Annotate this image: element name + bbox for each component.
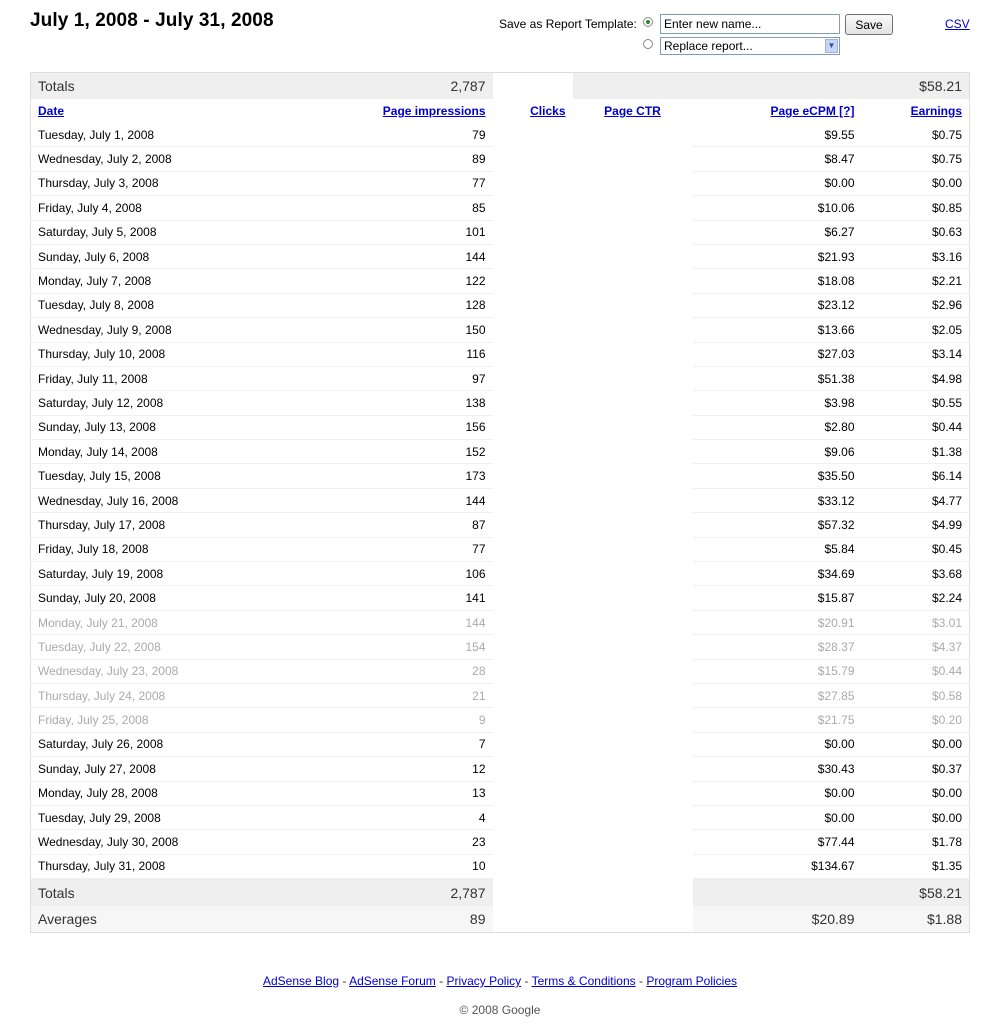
csv-link[interactable]: CSV <box>945 17 970 31</box>
ecpm-cell: $28.37 <box>693 635 862 659</box>
totals-impressions: 2,787 <box>368 73 493 100</box>
ecpm-cell: $0.00 <box>693 805 862 829</box>
footer-links <box>0 974 1000 988</box>
clicks-cell <box>493 659 573 683</box>
ecpm-cell: $77.44 <box>693 830 862 854</box>
clicks-cell <box>493 781 573 805</box>
bottom-totals-clicks-blank <box>493 879 573 907</box>
footer-link-program-policies[interactable]: Program Policies <box>646 974 738 988</box>
ecpm-cell: $3.98 <box>693 391 862 415</box>
ctr-cell <box>573 196 693 220</box>
table-row <box>31 708 970 732</box>
earnings-cell: $0.00 <box>862 732 970 756</box>
clicks-cell <box>493 830 573 854</box>
table-row <box>31 586 970 610</box>
impressions-cell: 87 <box>368 513 493 537</box>
date-cell: Thursday, July 10, 2008 <box>31 342 368 366</box>
table-row <box>31 488 970 512</box>
table-row <box>31 440 970 464</box>
ctr-cell <box>573 269 693 293</box>
clicks-cell <box>493 391 573 415</box>
ctr-cell <box>573 123 693 147</box>
ctr-cell <box>573 244 693 268</box>
date-cell: Sunday, July 13, 2008 <box>31 415 368 439</box>
date-cell: Tuesday, July 1, 2008 <box>31 123 368 147</box>
clicks-cell <box>493 147 573 171</box>
averages-ecpm: $20.89 <box>693 906 862 933</box>
bottom-totals-impressions: 2,787 <box>368 879 493 907</box>
impressions-cell: 116 <box>368 342 493 366</box>
footer-separator: - <box>521 974 532 988</box>
impressions-cell: 138 <box>368 391 493 415</box>
ecpm-cell: $6.27 <box>693 220 862 244</box>
ctr-cell <box>573 464 693 488</box>
averages-clicks-blank <box>493 906 573 933</box>
replace-report-select[interactable] <box>660 37 840 55</box>
date-cell: Wednesday, July 30, 2008 <box>31 830 368 854</box>
footer-link-terms[interactable]: Terms & Conditions <box>531 974 636 988</box>
earnings-cell: $1.38 <box>862 440 970 464</box>
ctr-cell <box>573 757 693 781</box>
date-cell: Tuesday, July 22, 2008 <box>31 635 368 659</box>
earnings-cell: $3.01 <box>862 610 970 634</box>
date-cell: Thursday, July 31, 2008 <box>31 854 368 878</box>
col-date-link[interactable]: Date <box>38 104 65 118</box>
ecpm-cell: $2.80 <box>693 415 862 439</box>
ctr-cell <box>573 635 693 659</box>
table-row <box>31 757 970 781</box>
clicks-cell <box>493 488 573 512</box>
impressions-cell: 144 <box>368 610 493 634</box>
date-cell: Sunday, July 6, 2008 <box>31 244 368 268</box>
clicks-cell <box>493 269 573 293</box>
date-cell: Tuesday, July 8, 2008 <box>31 293 368 317</box>
date-cell: Wednesday, July 9, 2008 <box>31 318 368 342</box>
earnings-cell: $4.77 <box>862 488 970 512</box>
table-row <box>31 513 970 537</box>
ecpm-cell: $10.06 <box>693 196 862 220</box>
ecpm-cell: $0.00 <box>693 732 862 756</box>
impressions-cell: 173 <box>368 464 493 488</box>
data-rows <box>31 123 970 879</box>
header-row <box>31 99 970 123</box>
bottom-totals-earnings: $58.21 <box>862 879 970 907</box>
ctr-cell <box>573 147 693 171</box>
totals-earnings: $58.21 <box>862 73 970 100</box>
totals-ctr-blank <box>573 73 693 100</box>
clicks-cell <box>493 196 573 220</box>
bottom-totals-ctr-blank <box>573 879 693 907</box>
date-cell: Sunday, July 20, 2008 <box>31 586 368 610</box>
date-cell: Sunday, July 27, 2008 <box>31 757 368 781</box>
averages-earnings: $1.88 <box>862 906 970 933</box>
table-row <box>31 635 970 659</box>
clicks-cell <box>493 366 573 390</box>
table-row <box>31 123 970 147</box>
date-cell: Saturday, July 26, 2008 <box>31 732 368 756</box>
impressions-cell: 13 <box>368 781 493 805</box>
earnings-cell: $2.21 <box>862 269 970 293</box>
table-row <box>31 196 970 220</box>
ctr-cell <box>573 537 693 561</box>
ecpm-cell: $23.12 <box>693 293 862 317</box>
table-row <box>31 293 970 317</box>
date-cell: Saturday, July 5, 2008 <box>31 220 368 244</box>
table-row <box>31 415 970 439</box>
earnings-cell: $0.63 <box>862 220 970 244</box>
earnings-cell: $3.14 <box>862 342 970 366</box>
earnings-cell: $0.00 <box>862 171 970 195</box>
earnings-cell: $0.45 <box>862 537 970 561</box>
ecpm-cell: $21.75 <box>693 708 862 732</box>
earnings-cell: $3.16 <box>862 244 970 268</box>
table-row <box>31 147 970 171</box>
clicks-cell <box>493 537 573 561</box>
averages-label: Averages <box>31 906 368 933</box>
ecpm-cell: $0.00 <box>693 781 862 805</box>
date-cell: Tuesday, July 15, 2008 <box>31 464 368 488</box>
impressions-cell: 77 <box>368 171 493 195</box>
col-ctr-link[interactable]: Page CTR <box>604 104 661 118</box>
impressions-cell: 77 <box>368 537 493 561</box>
impressions-cell: 141 <box>368 586 493 610</box>
ecpm-cell: $15.79 <box>693 659 862 683</box>
earnings-cell: $0.55 <box>862 391 970 415</box>
earnings-cell: $0.44 <box>862 415 970 439</box>
ecpm-cell: $21.93 <box>693 244 862 268</box>
earnings-cell: $4.99 <box>862 513 970 537</box>
ecpm-cell: $27.03 <box>693 342 862 366</box>
impressions-cell: 144 <box>368 488 493 512</box>
earnings-cell: $0.85 <box>862 196 970 220</box>
ecpm-cell: $18.08 <box>693 269 862 293</box>
table-row <box>31 781 970 805</box>
report-table <box>30 72 970 933</box>
impressions-cell: 128 <box>368 293 493 317</box>
earnings-cell: $0.75 <box>862 123 970 147</box>
table-row <box>31 537 970 561</box>
ctr-cell <box>573 562 693 586</box>
date-cell: Saturday, July 12, 2008 <box>31 391 368 415</box>
impressions-cell: 79 <box>368 123 493 147</box>
footer-link-privacy-policy[interactable]: Privacy Policy <box>446 974 522 988</box>
earnings-cell: $3.68 <box>862 562 970 586</box>
date-cell: Wednesday, July 16, 2008 <box>31 488 368 512</box>
impressions-cell: 150 <box>368 318 493 342</box>
clicks-cell <box>493 708 573 732</box>
table-row <box>31 683 970 707</box>
earnings-cell: $2.96 <box>862 293 970 317</box>
ctr-cell <box>573 171 693 195</box>
earnings-cell: $0.37 <box>862 757 970 781</box>
ctr-cell <box>573 781 693 805</box>
date-cell: Monday, July 7, 2008 <box>31 269 368 293</box>
impressions-cell: 154 <box>368 635 493 659</box>
copyright: © 2008 Google <box>459 1003 541 1017</box>
earnings-cell: $2.05 <box>862 318 970 342</box>
impressions-cell: 144 <box>368 244 493 268</box>
totals-clicks-blank <box>493 73 573 100</box>
ctr-cell <box>573 318 693 342</box>
table-row <box>31 244 970 268</box>
earnings-cell: $0.20 <box>862 708 970 732</box>
top-totals-row <box>31 73 970 100</box>
table-row <box>31 220 970 244</box>
impressions-cell: 21 <box>368 683 493 707</box>
ctr-cell <box>573 805 693 829</box>
bottom-totals-row <box>31 879 970 907</box>
footer-separator: - <box>435 974 447 988</box>
table-row <box>31 342 970 366</box>
bottom-totals-label: Totals <box>31 879 368 907</box>
clicks-cell <box>493 757 573 781</box>
table-row <box>31 366 970 390</box>
earnings-cell: $4.98 <box>862 366 970 390</box>
impressions-cell: 7 <box>368 732 493 756</box>
ecpm-cell: $57.32 <box>693 513 862 537</box>
earnings-cell: $1.78 <box>862 830 970 854</box>
date-cell: Thursday, July 17, 2008 <box>31 513 368 537</box>
table-row <box>31 830 970 854</box>
ecpm-cell: $33.12 <box>693 488 862 512</box>
date-cell: Monday, July 28, 2008 <box>31 781 368 805</box>
date-cell: Friday, July 25, 2008 <box>31 708 368 732</box>
table-row <box>31 391 970 415</box>
ecpm-cell: $20.91 <box>693 610 862 634</box>
col-clicks-link[interactable]: Clicks <box>530 104 566 118</box>
replace-report-value: Replace report... <box>664 39 753 53</box>
page-title: July 1, 2008 - July 31, 2008 <box>30 10 274 31</box>
date-cell: Thursday, July 24, 2008 <box>31 683 368 707</box>
impressions-cell: 9 <box>368 708 493 732</box>
clicks-cell <box>493 244 573 268</box>
ctr-cell <box>573 415 693 439</box>
earnings-cell: $1.35 <box>862 854 970 878</box>
bottom-totals-ecpm-blank <box>693 879 862 907</box>
clicks-cell <box>493 123 573 147</box>
ctr-cell <box>573 440 693 464</box>
clicks-cell <box>493 513 573 537</box>
impressions-cell: 4 <box>368 805 493 829</box>
impressions-cell: 28 <box>368 659 493 683</box>
impressions-cell: 101 <box>368 220 493 244</box>
clicks-cell <box>493 220 573 244</box>
impressions-cell: 89 <box>368 147 493 171</box>
date-cell: Friday, July 4, 2008 <box>31 196 368 220</box>
earnings-cell: $6.14 <box>862 464 970 488</box>
clicks-cell <box>493 464 573 488</box>
replace-report-radio[interactable] <box>643 39 653 49</box>
date-cell: Friday, July 11, 2008 <box>31 366 368 390</box>
ecpm-cell: $35.50 <box>693 464 862 488</box>
ctr-cell <box>573 854 693 878</box>
impressions-cell: 122 <box>368 269 493 293</box>
table-row <box>31 659 970 683</box>
ecpm-cell: $134.67 <box>693 854 862 878</box>
clicks-cell <box>493 342 573 366</box>
ctr-cell <box>573 342 693 366</box>
table-row <box>31 610 970 634</box>
impressions-cell: 10 <box>368 854 493 878</box>
clicks-cell <box>493 586 573 610</box>
clicks-cell <box>493 805 573 829</box>
footer-link-adsense-blog[interactable]: AdSense Blog <box>262 974 340 988</box>
date-cell: Saturday, July 19, 2008 <box>31 562 368 586</box>
earnings-cell: $0.58 <box>862 683 970 707</box>
save-button[interactable]: Save <box>845 14 893 35</box>
footer-link-adsense-forum[interactable]: AdSense Forum <box>349 974 436 988</box>
ctr-cell <box>573 659 693 683</box>
template-name-input[interactable] <box>660 14 840 34</box>
earnings-cell: $0.00 <box>862 805 970 829</box>
chevron-down-icon[interactable]: ▼ <box>825 39 838 53</box>
ctr-cell <box>573 391 693 415</box>
impressions-cell: 97 <box>368 366 493 390</box>
ecpm-cell: $27.85 <box>693 683 862 707</box>
date-cell: Wednesday, July 23, 2008 <box>31 659 368 683</box>
ecpm-cell: $13.66 <box>693 318 862 342</box>
ctr-cell <box>573 732 693 756</box>
earnings-cell: $0.44 <box>862 659 970 683</box>
table-row <box>31 562 970 586</box>
earnings-cell: $0.75 <box>862 147 970 171</box>
col-earnings-link[interactable]: Earnings <box>910 104 962 118</box>
clicks-cell <box>493 171 573 195</box>
date-cell: Monday, July 21, 2008 <box>31 610 368 634</box>
ctr-cell <box>573 513 693 537</box>
ctr-cell <box>573 220 693 244</box>
col-impressions-link[interactable]: Page impressions <box>382 104 486 118</box>
ctr-cell <box>573 610 693 634</box>
totals-label: Totals <box>31 73 368 100</box>
ecpm-cell: $8.47 <box>693 147 862 171</box>
date-cell: Wednesday, July 2, 2008 <box>31 147 368 171</box>
clicks-cell <box>493 683 573 707</box>
clicks-cell <box>493 415 573 439</box>
impressions-cell: 85 <box>368 196 493 220</box>
impressions-cell: 106 <box>368 562 493 586</box>
impressions-cell: 156 <box>368 415 493 439</box>
ctr-cell <box>573 488 693 512</box>
ecpm-cell: $9.55 <box>693 123 862 147</box>
totals-ecpm-blank <box>693 73 862 100</box>
date-cell: Tuesday, July 29, 2008 <box>31 805 368 829</box>
footer-separator: - <box>635 974 647 988</box>
ctr-cell <box>573 366 693 390</box>
table-row <box>31 805 970 829</box>
ecpm-cell: $5.84 <box>693 537 862 561</box>
averages-ctr-blank <box>573 906 693 933</box>
impressions-cell: 152 <box>368 440 493 464</box>
date-cell: Friday, July 18, 2008 <box>31 537 368 561</box>
clicks-cell <box>493 562 573 586</box>
ecpm-cell: $30.43 <box>693 757 862 781</box>
averages-row <box>31 906 970 933</box>
clicks-cell <box>493 610 573 634</box>
ecpm-cell: $15.87 <box>693 586 862 610</box>
ecpm-cell: $34.69 <box>693 562 862 586</box>
table-row <box>31 171 970 195</box>
col-ecpm-link[interactable]: Page eCPM [?] <box>770 104 855 118</box>
date-cell: Thursday, July 3, 2008 <box>31 171 368 195</box>
earnings-cell: $4.37 <box>862 635 970 659</box>
new-name-radio[interactable] <box>643 17 653 27</box>
ctr-cell <box>573 586 693 610</box>
clicks-cell <box>493 293 573 317</box>
clicks-cell <box>493 732 573 756</box>
ctr-cell <box>573 708 693 732</box>
table-row <box>31 464 970 488</box>
date-cell: Monday, July 14, 2008 <box>31 440 368 464</box>
ctr-cell <box>573 293 693 317</box>
table-row <box>31 269 970 293</box>
ecpm-cell: $9.06 <box>693 440 862 464</box>
table-row <box>31 854 970 878</box>
averages-impressions: 89 <box>368 906 493 933</box>
clicks-cell <box>493 854 573 878</box>
ecpm-cell: $0.00 <box>693 171 862 195</box>
clicks-cell <box>493 318 573 342</box>
footer-separator: - <box>339 974 350 988</box>
earnings-cell: $2.24 <box>862 586 970 610</box>
earnings-cell: $0.00 <box>862 781 970 805</box>
impressions-cell: 12 <box>368 757 493 781</box>
clicks-cell <box>493 440 573 464</box>
save-template-label: Save as Report Template: <box>499 17 637 31</box>
clicks-cell <box>493 635 573 659</box>
table-row <box>31 318 970 342</box>
impressions-cell: 23 <box>368 830 493 854</box>
ctr-cell <box>573 830 693 854</box>
ctr-cell <box>573 683 693 707</box>
table-row <box>31 732 970 756</box>
ecpm-cell: $51.38 <box>693 366 862 390</box>
